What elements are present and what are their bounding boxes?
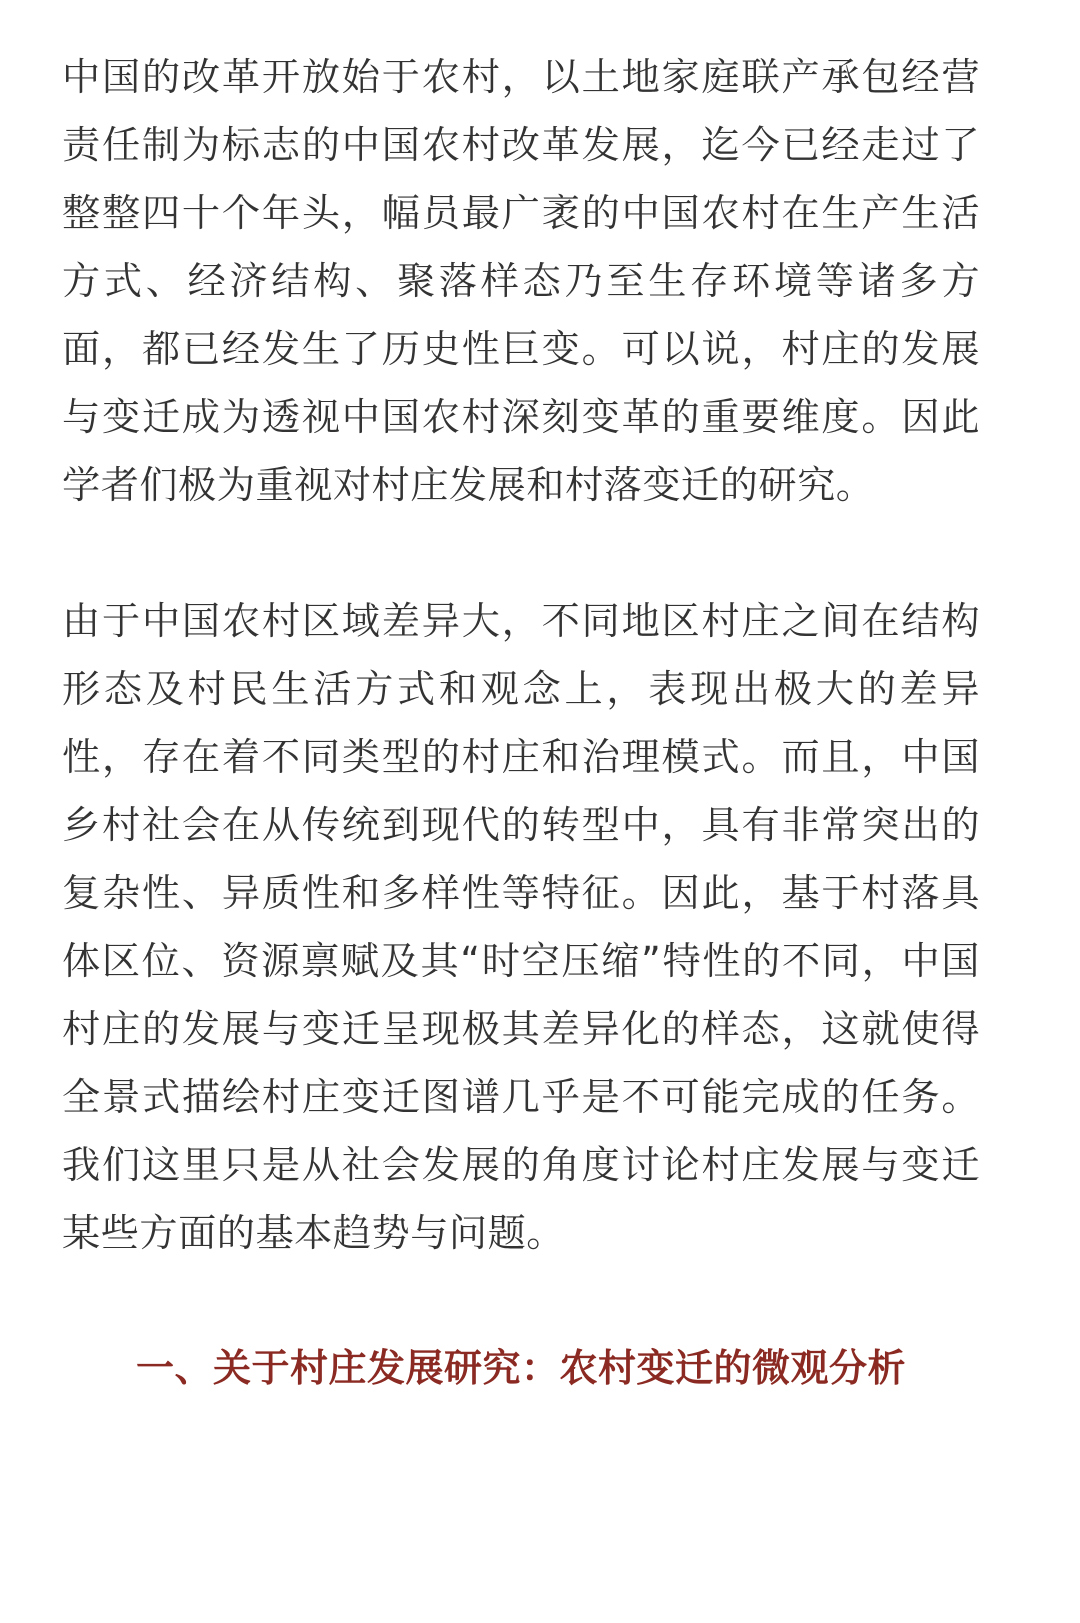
- article-body: [62, 44, 980, 1402]
- paragraph-regional-differences: 由于中国农村区域差异大，不同地区村庄之间在结构形态及村民生活方式和观念上，表现出极大的差异性，存在着不同类型的村庄和治理模式。而且，中国乡村社会在从传统到现代的转型中，具有非常突出的复杂性、异质性和多样性等特征。因此，基于村落具体区位、资源禀赋及其“时空压缩”特性的不同，中国村庄的发展与变迁呈现极其差异化的样态，这就使得全景式描绘村庄变迁图谱几乎是不可能完成的任务。我们这里只是从社会发展的角度讨论村庄发展与变迁某些方面的基本趋势与问题。: [62, 600, 980, 1256]
- section-heading: 一、关于村庄发展研究：农村变迁的微观分析: [135, 1346, 906, 1390]
- paragraph-intro: 中国的改革开放始于农村，以土地家庭联产承包经营责任制为标志的中国农村改革发展，迄今已经走过了整整四十个年头，幅员最广袤的中国农村在生产生活方式、经济结构、聚落样态乃至生存环境等诸多方面，都已经发生了历史性巨变。可以说，村庄的发展与变迁成为透视中国农村深刻变革的重要维度。因此学者们极为重视对村庄发展和村落变迁的研究。: [62, 56, 980, 508]
